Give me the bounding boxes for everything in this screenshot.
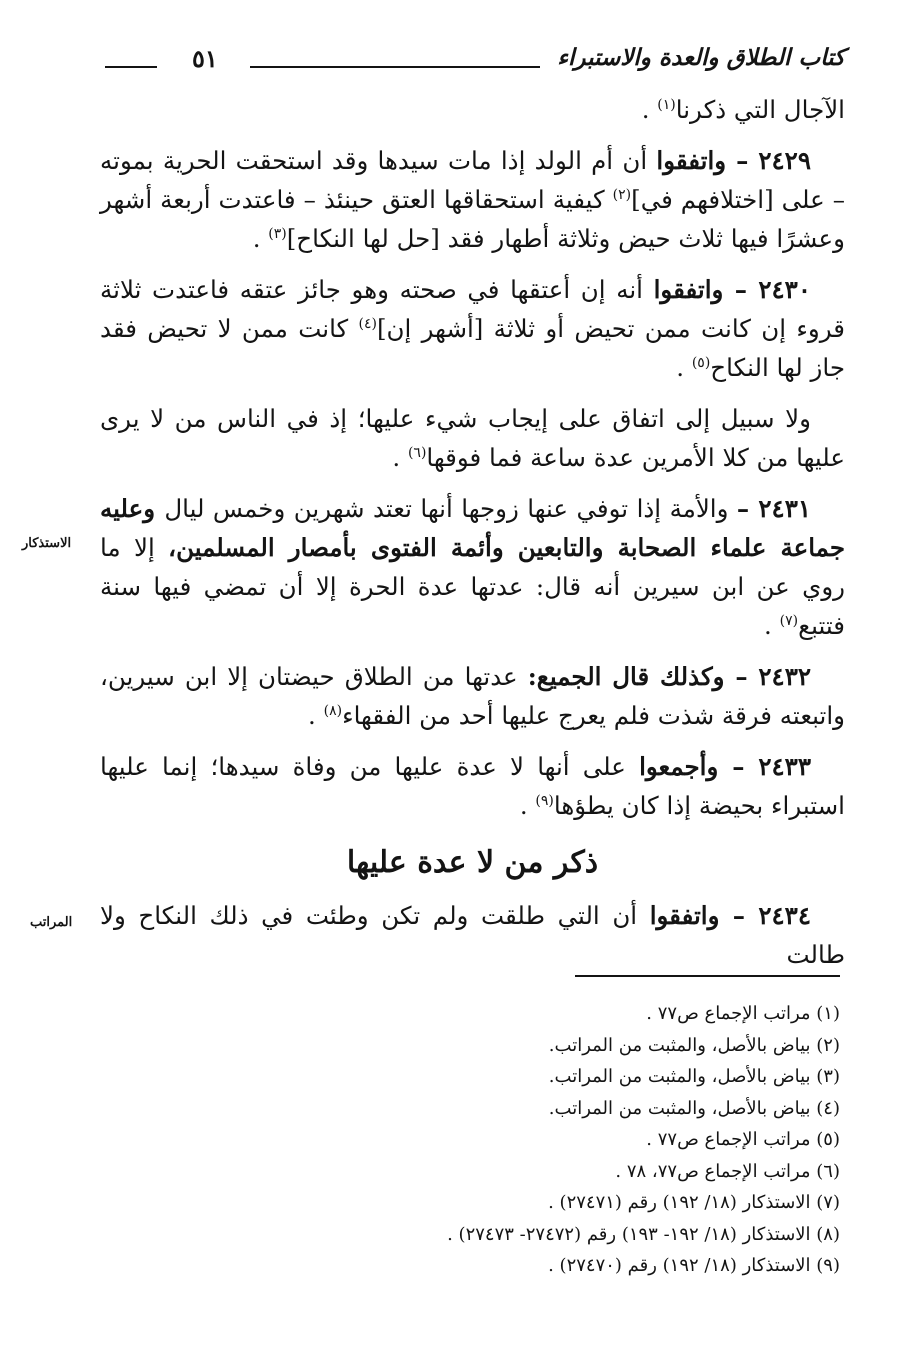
footnote-ref: (٨) [323, 702, 343, 719]
paragraph-2429: ٢٤٢٩ – واتفقوا أن أم الولد إذا مات سيدها وقد استحقت الحرية بموته – على [اختلافهم في]$^{(٢)}$ كيفية استحقاقها العتق حينئذ – فاعتدت أربعة أشهر وعشرًا فيها ثلاث حيض وثلاثة أطهار فقد [حل لها النكاح]$^{(٣)}$ . [100, 146, 845, 253]
paragraph-continuation: الآجال التي ذكرنا$^{(١)}$ . [641, 95, 845, 124]
running-header [100, 42, 845, 82]
paragraph-commentary: ولا سبيل إلى اتفاق على إيجاب شيء عليها؛ إذ في الناس من لا يرى عليها من كلا الأمرين عدة ساعة فما فوقها$^{(٦)}$ . [100, 404, 845, 472]
footnote-ref: (٩) [535, 792, 554, 809]
header-rule-long [250, 66, 540, 68]
footnote-item: (٥) مراتب الإجماع ص٧٧ . [646, 1129, 840, 1150]
footnote-ref: (٥) [691, 354, 711, 371]
header-rule-short [105, 66, 157, 68]
entry-number: ٢٤٣٠ – [734, 275, 811, 304]
book-title: كتاب الطلاق والعدة والاستبراء [557, 44, 845, 71]
footnote-item: (١) مراتب الإجماع ص٧٧ . [646, 1003, 840, 1024]
paragraph-2430: ٢٤٣٠ – واتفقوا أنه إن أعتقها في صحته وهو جائز عتقه فاعتدت ثلاثة قروء إن كانت ممن تحيض أو ثلاثة [أشهر إن]$^{(٤)}$ كانت ممن لا تحيض فقد جاز لها النكاح$^{(٥)}$ . [100, 275, 845, 382]
paragraph-2433: ٢٤٣٣ – وأجمعوا على أنها لا عدة عليها من وفاة سيدها؛ إنما عليها استبراء بحيضة إذا كان يطؤها$^{(٩)}$ . [100, 752, 845, 820]
footnote-separator [575, 975, 840, 977]
entry-lead: واتفقوا [656, 146, 737, 175]
footnote-item: (٦) مراتب الإجماع ص٧٧، ٧٨ . [615, 1160, 840, 1182]
paragraph-2434: ٢٤٣٤ – واتفقوا أن التي طلقت ولم تكن وطئت في ذلك النكاح ولا طالت [100, 901, 845, 969]
entry-number: ٢٤٣١ – [736, 494, 812, 523]
entry-number: ٢٤٣٤ – [732, 901, 811, 930]
entry-lead: وكذلك قال الجميع: [527, 662, 736, 691]
footnote-ref: (٦) [407, 444, 427, 461]
paragraph-2432: ٢٤٣٢ – وكذلك قال الجميع: عدتها من الطلاق حيضتان إلا ابن سيرين، واتبعته فرقة شذت فلم يعرج عليها أحد من الفقهاء$^{(٨)}$ . [100, 662, 845, 730]
entry-lead: وأجمعوا [639, 752, 733, 781]
paragraph-2431: ٢٤٣١ – والأمة إذا توفي عنها زوجها أنها تعتد شهرين وخمس ليال وعليه جماعة علماء الصحابة والتابعين وأئمة الفتوى بأمصار المسلمين، إلا ما روي عن ابن سيرين أنه قال: عدتها عدة الحرة إلا أن تمضي فيها سنة فتتبع$^{(٧)}$ . [100, 494, 845, 640]
footnote-item: (٢) بياض بالأصل، والمثبت من المراتب. [548, 1034, 840, 1056]
section-heading: ذكر من لا عدة عليها [346, 845, 599, 880]
footnote-item: (٤) بياض بالأصل، والمثبت من المراتب. [548, 1097, 840, 1119]
entry-lead: وعليه جماعة علماء الصحابة والتابعين وأئمة الفتوى بأمصار المسلمين، [100, 494, 845, 562]
entry-number: ٢٤٣٢ – [735, 662, 812, 691]
entry-number: ٢٤٢٩ – [736, 146, 811, 175]
margin-note-maratib: المراتب [30, 915, 73, 930]
margin-note-istidhkar: الاستذكار [22, 536, 72, 551]
main-text [100, 90, 845, 986]
footnote-ref: (٧) [779, 612, 799, 629]
footnote-ref: (١) [657, 96, 676, 113]
footnote-ref: (٢) [612, 186, 632, 203]
footnote-item: (٩) الاستذكار (١٨/ ١٩٢) رقم (٢٧٤٧٠) . [548, 1255, 840, 1276]
entry-lead: واتفقوا [649, 901, 733, 930]
footnote-item: (٧) الاستذكار (١٨/ ١٩٢) رقم (٢٧٤٧١) . [548, 1192, 840, 1213]
footnote-ref: (٣) [268, 225, 287, 242]
entry-lead: واتفقوا [653, 275, 735, 304]
footnote-ref: (٤) [358, 315, 377, 332]
footnote-item: (٨) الاستذكار (١٨/ ١٩٢- ١٩٣) رقم (٢٧٤٧٢- ٢٧٤٧٣) . [447, 1223, 840, 1245]
footnote-item: (٣) بياض بالأصل، والمثبت من المراتب. [548, 1066, 840, 1087]
page-number: ٥١ [192, 44, 218, 73]
entry-number: ٢٤٣٣ – [732, 752, 811, 781]
footnotes [300, 998, 840, 1282]
